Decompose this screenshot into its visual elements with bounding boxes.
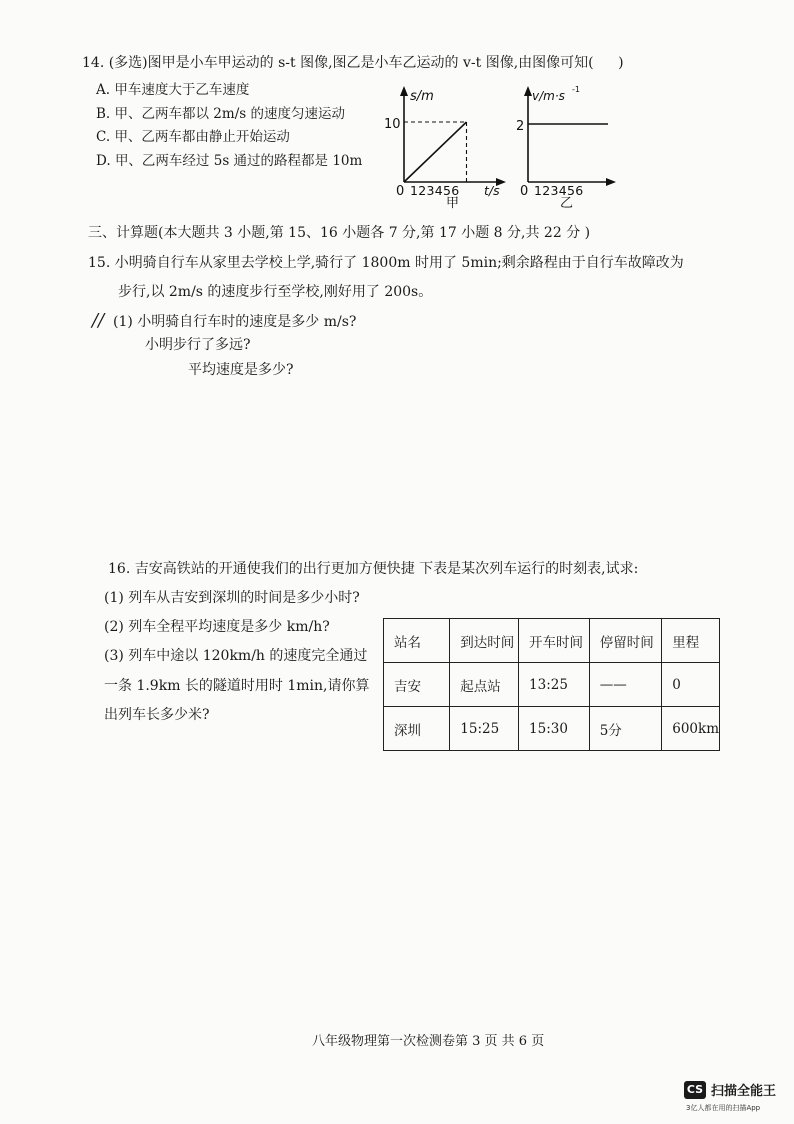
q14-option-d xyxy=(96,149,362,169)
option-letter: C. xyxy=(96,129,111,145)
q14-option-b xyxy=(96,102,345,122)
option-letter: B. xyxy=(96,106,111,122)
option-text: 甲、乙两车都以 2m/s 的速度匀速运动 xyxy=(114,106,345,122)
q14-number: 14. xyxy=(82,55,105,71)
graph-yi-y-arrow xyxy=(524,86,532,96)
q15-sub3: 平均速度是多少? xyxy=(188,362,294,378)
graph-jia-data-line xyxy=(404,122,467,182)
scanner-slogan: 3亿人都在用的扫描App xyxy=(686,1104,761,1112)
graph-jia-xticks: 123456 xyxy=(410,183,460,198)
q15-margin-mark: // xyxy=(92,310,105,331)
scanner-logo: CS xyxy=(684,1081,706,1099)
cell-arrival: 起点站 xyxy=(450,663,519,707)
q15-line1: 15. 小明骑自行车从家里去学校上学,骑行了 1800m 时用了 5min;剩余路程由于自行车故障改为 xyxy=(88,255,684,271)
q16-sub3a: (3) 列车中途以 120km/h 的速度完全通过 xyxy=(104,648,368,664)
graph-yi-ylabel: v/m·s xyxy=(532,89,565,103)
cell-departure: 13:25 xyxy=(519,663,590,707)
q15-line2: 步行,以 2m/s 的速度步行至学校,刚好用了 200s。 xyxy=(118,284,433,300)
q16-sub1: (1) 列车从吉安到深圳的时间是多少小时? xyxy=(104,590,360,606)
cell-distance: 0 xyxy=(662,663,720,707)
th-stop: 停留时间 xyxy=(589,619,662,663)
th-arrival: 到达时间 xyxy=(450,619,519,663)
cell-station: 吉安 xyxy=(384,663,450,707)
section3-title: 三、计算题(本大题共 3 小题,第 15、16 小题各 7 分,第 17 小题 8 分,共 22 分 ) xyxy=(88,225,591,241)
cell-stop: —— xyxy=(589,663,662,707)
graph-yi-ytick: 2 xyxy=(516,119,525,134)
graph-yi-origin: 0 xyxy=(520,184,529,199)
th-departure: 开车时间 xyxy=(519,619,590,663)
option-text: 甲、乙两车经过 5s 通过的路程都是 10m xyxy=(114,153,363,169)
cell-station: 深圳 xyxy=(384,707,450,751)
th-distance: 里程 xyxy=(662,619,720,663)
table-row xyxy=(384,663,720,707)
q14-option-c xyxy=(96,125,290,145)
scanner-watermark xyxy=(684,1080,776,1099)
q15-sub1: (1) 小明骑自行车时的速度是多少 m/s? xyxy=(113,314,357,330)
option-letter: D. xyxy=(96,153,111,169)
graph-jia-caption: 甲 xyxy=(446,196,460,211)
graph-yi-xticks: 123456 xyxy=(534,183,584,198)
graph-yi xyxy=(508,82,628,212)
graph-jia-xlabel: t/s xyxy=(484,183,500,198)
option-letter: A. xyxy=(96,82,111,98)
graph-jia-ytick: 10 xyxy=(384,117,401,132)
th-station: 站名 xyxy=(384,619,450,663)
option-text: 甲、乙两车都由静止开始运动 xyxy=(114,129,290,145)
q16-line1: 16. 吉安高铁站的开通使我们的出行更加方便快捷 下表是某次列车运行的时刻表,试求: xyxy=(108,561,639,577)
q16-sub3b: 一条 1.9km 长的隧道时用时 1min,请你算 xyxy=(104,678,370,694)
timetable-header-row xyxy=(384,619,720,663)
q14-tag: (多选) xyxy=(108,55,148,71)
cell-departure: 15:30 xyxy=(519,707,590,751)
graph-jia-origin: 0 xyxy=(396,184,405,199)
graph-yi-x-arrow xyxy=(606,178,616,186)
timetable xyxy=(383,618,720,751)
table-row xyxy=(384,707,720,751)
page-footer: 八年级物理第一次检测卷第 3 页 共 6 页 xyxy=(312,1034,545,1049)
scanner-name: 扫描全能王 xyxy=(711,1084,777,1099)
q16-sub3c: 出列车长多少米? xyxy=(104,707,210,723)
q14-stem-text: 图甲是小车甲运动的 s-t 图像,图乙是小车乙运动的 v-t 图像,由图像可知( xyxy=(147,55,594,71)
cell-stop: 5分 xyxy=(589,707,662,751)
q15-sub2: 小明步行了多远? xyxy=(145,337,251,353)
q14-option-a xyxy=(96,78,249,98)
cell-arrival: 15:25 xyxy=(450,707,519,751)
q16-sub2: (2) 列车全程平均速度是多少 km/h? xyxy=(104,619,330,635)
graph-jia-ylabel: s/m xyxy=(410,89,434,104)
option-text: 甲车速度大于乙车速度 xyxy=(114,82,250,98)
graph-jia xyxy=(380,82,520,212)
q14-stem xyxy=(82,52,624,72)
cell-distance: 600km xyxy=(662,707,720,751)
graph-yi-caption: 乙 xyxy=(560,196,574,211)
graph-yi-ylabel-sup: -1 xyxy=(572,85,580,94)
q14-close-paren: ) xyxy=(618,55,624,71)
graph-jia-y-arrow xyxy=(400,86,408,96)
